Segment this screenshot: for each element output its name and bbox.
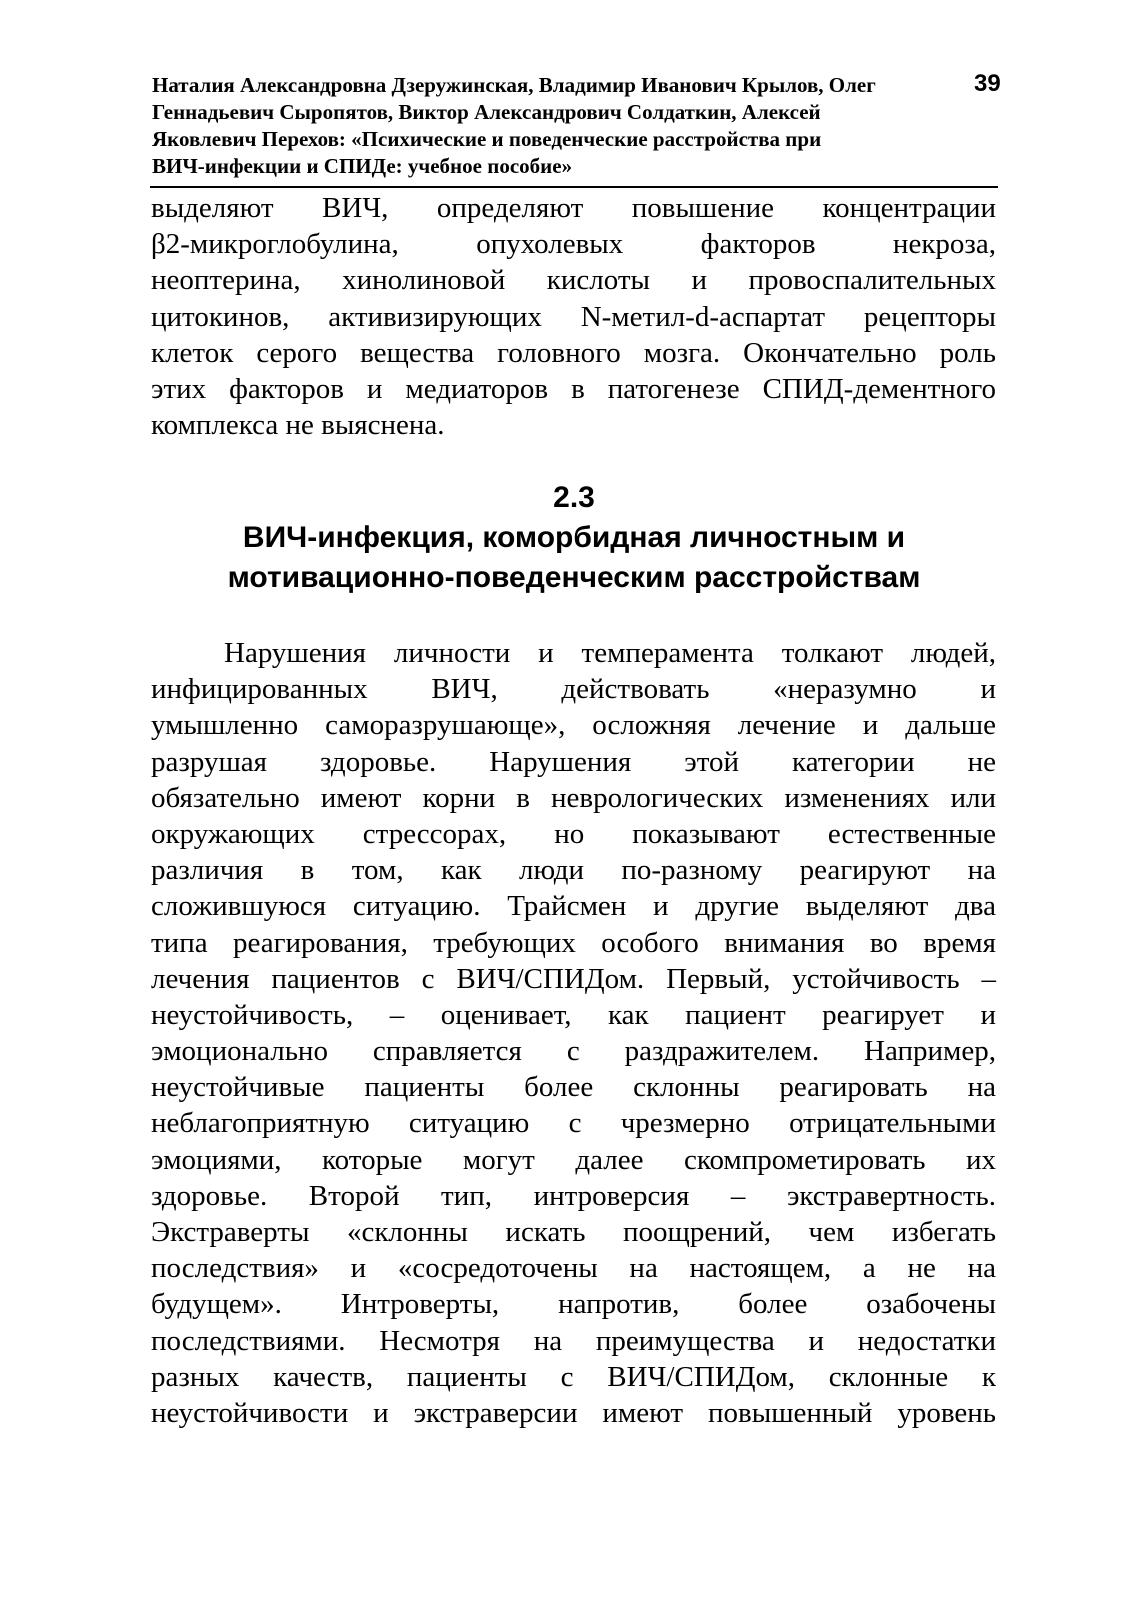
text-line: комплекса не выяснена. (151, 409, 445, 442)
running-header-line: ВИЧ-инфекции и СПИДе: учебное пособие» (152, 154, 573, 178)
section-title-line: мотивационно-поведенческим расстройствам (227, 561, 921, 594)
text-line: выделяют ВИЧ, определяют повышение концентрации (151, 192, 996, 224)
text-line: последствиями. Несмотря на преимущества и недостатки (151, 1324, 996, 1357)
text-line: будущем». Интроверты, напротив, более озабочены (151, 1288, 996, 1321)
text-line: здоровье. Второй тип, интроверсия – экстравертность. (151, 1179, 996, 1212)
section-heading (150, 478, 998, 598)
section-number: 2.3 (553, 481, 595, 514)
text-line: неустойчивости и экстраверсии имеют повышенный уровень (151, 1396, 996, 1429)
text-line: разрушая здоровье. Нарушения этой категории не (151, 745, 996, 778)
text-line: неоптерина, хинолиновой кислоты и провоспалительных (151, 264, 996, 297)
paragraph (151, 635, 996, 1431)
text-line: эмоционально справляется с раздражителем. Например, (151, 1035, 996, 1068)
text-line: лечения пациентов с ВИЧ/СПИДом. Первый, устойчивость – (151, 962, 996, 995)
text-line: инфицированных ВИЧ, действовать «неразумно и (151, 673, 996, 706)
page-number: 39 (974, 70, 1001, 97)
text-line: неустойчивость, – оценивает, как пациент реагирует и (151, 998, 996, 1031)
text-line: Нарушения личности и темперамента толкают людей, (224, 637, 996, 669)
text-line: последствия» и «сосредоточены на настоящем, а не на (151, 1252, 996, 1285)
text-line: β2-микроглобулина, опухолевых факторов некроза, (151, 228, 996, 261)
text-line: умышленно саморазрушающе», осложняя лечение и дальше (151, 709, 996, 742)
header-divider (150, 186, 998, 188)
text-line: различия в том, как люди по-разному реагируют на (151, 854, 996, 887)
text-line: разных качеств, пациенты с ВИЧ/СПИДом, склонные к (151, 1360, 996, 1393)
text-line: неустойчивые пациенты более склонны реагировать на (151, 1071, 996, 1104)
paragraph-continued (151, 190, 996, 443)
running-header-line: Наталия Александровна Дзеружинская, Владимир Иванович Крылов, Олег (152, 73, 876, 97)
running-header (152, 72, 998, 180)
text-line: клеток серого вещества головного мозга. Окончательно роль (151, 336, 996, 369)
text-line: неблагоприятную ситуацию с чрезмерно отрицательными (151, 1107, 996, 1140)
text-line: обязательно имеют корни в неврологических изменениях или (151, 781, 996, 814)
running-header-line: Яковлевич Перехов: «Психические и поведенческие расстройства при (152, 127, 822, 151)
text-line: типа реагирования, требующих особого внимания во время (151, 926, 996, 959)
text-line: эмоциями, которые могут далее скомпрометировать их (151, 1143, 996, 1176)
text-line: цитокинов, активизирующих N-метил-d-аспартат рецепторы (151, 300, 996, 333)
text-line: окружающих стрессорах, но показывают естественные (151, 817, 996, 850)
text-line: сложившуюся ситуацию. Трайсмен и другие выделяют два (151, 890, 996, 923)
running-header-line: Геннадьевич Сыропятов, Виктор Александрович Солдаткин, Алексей (152, 100, 821, 124)
text-line: Экстраверты «склонны искать поощрений, чем избегать (151, 1216, 996, 1248)
text-line: этих факторов и медиаторов в патогенезе СПИД-дементного (151, 372, 996, 405)
section-title-line: ВИЧ-инфекция, коморбидная личностным и (242, 521, 906, 554)
